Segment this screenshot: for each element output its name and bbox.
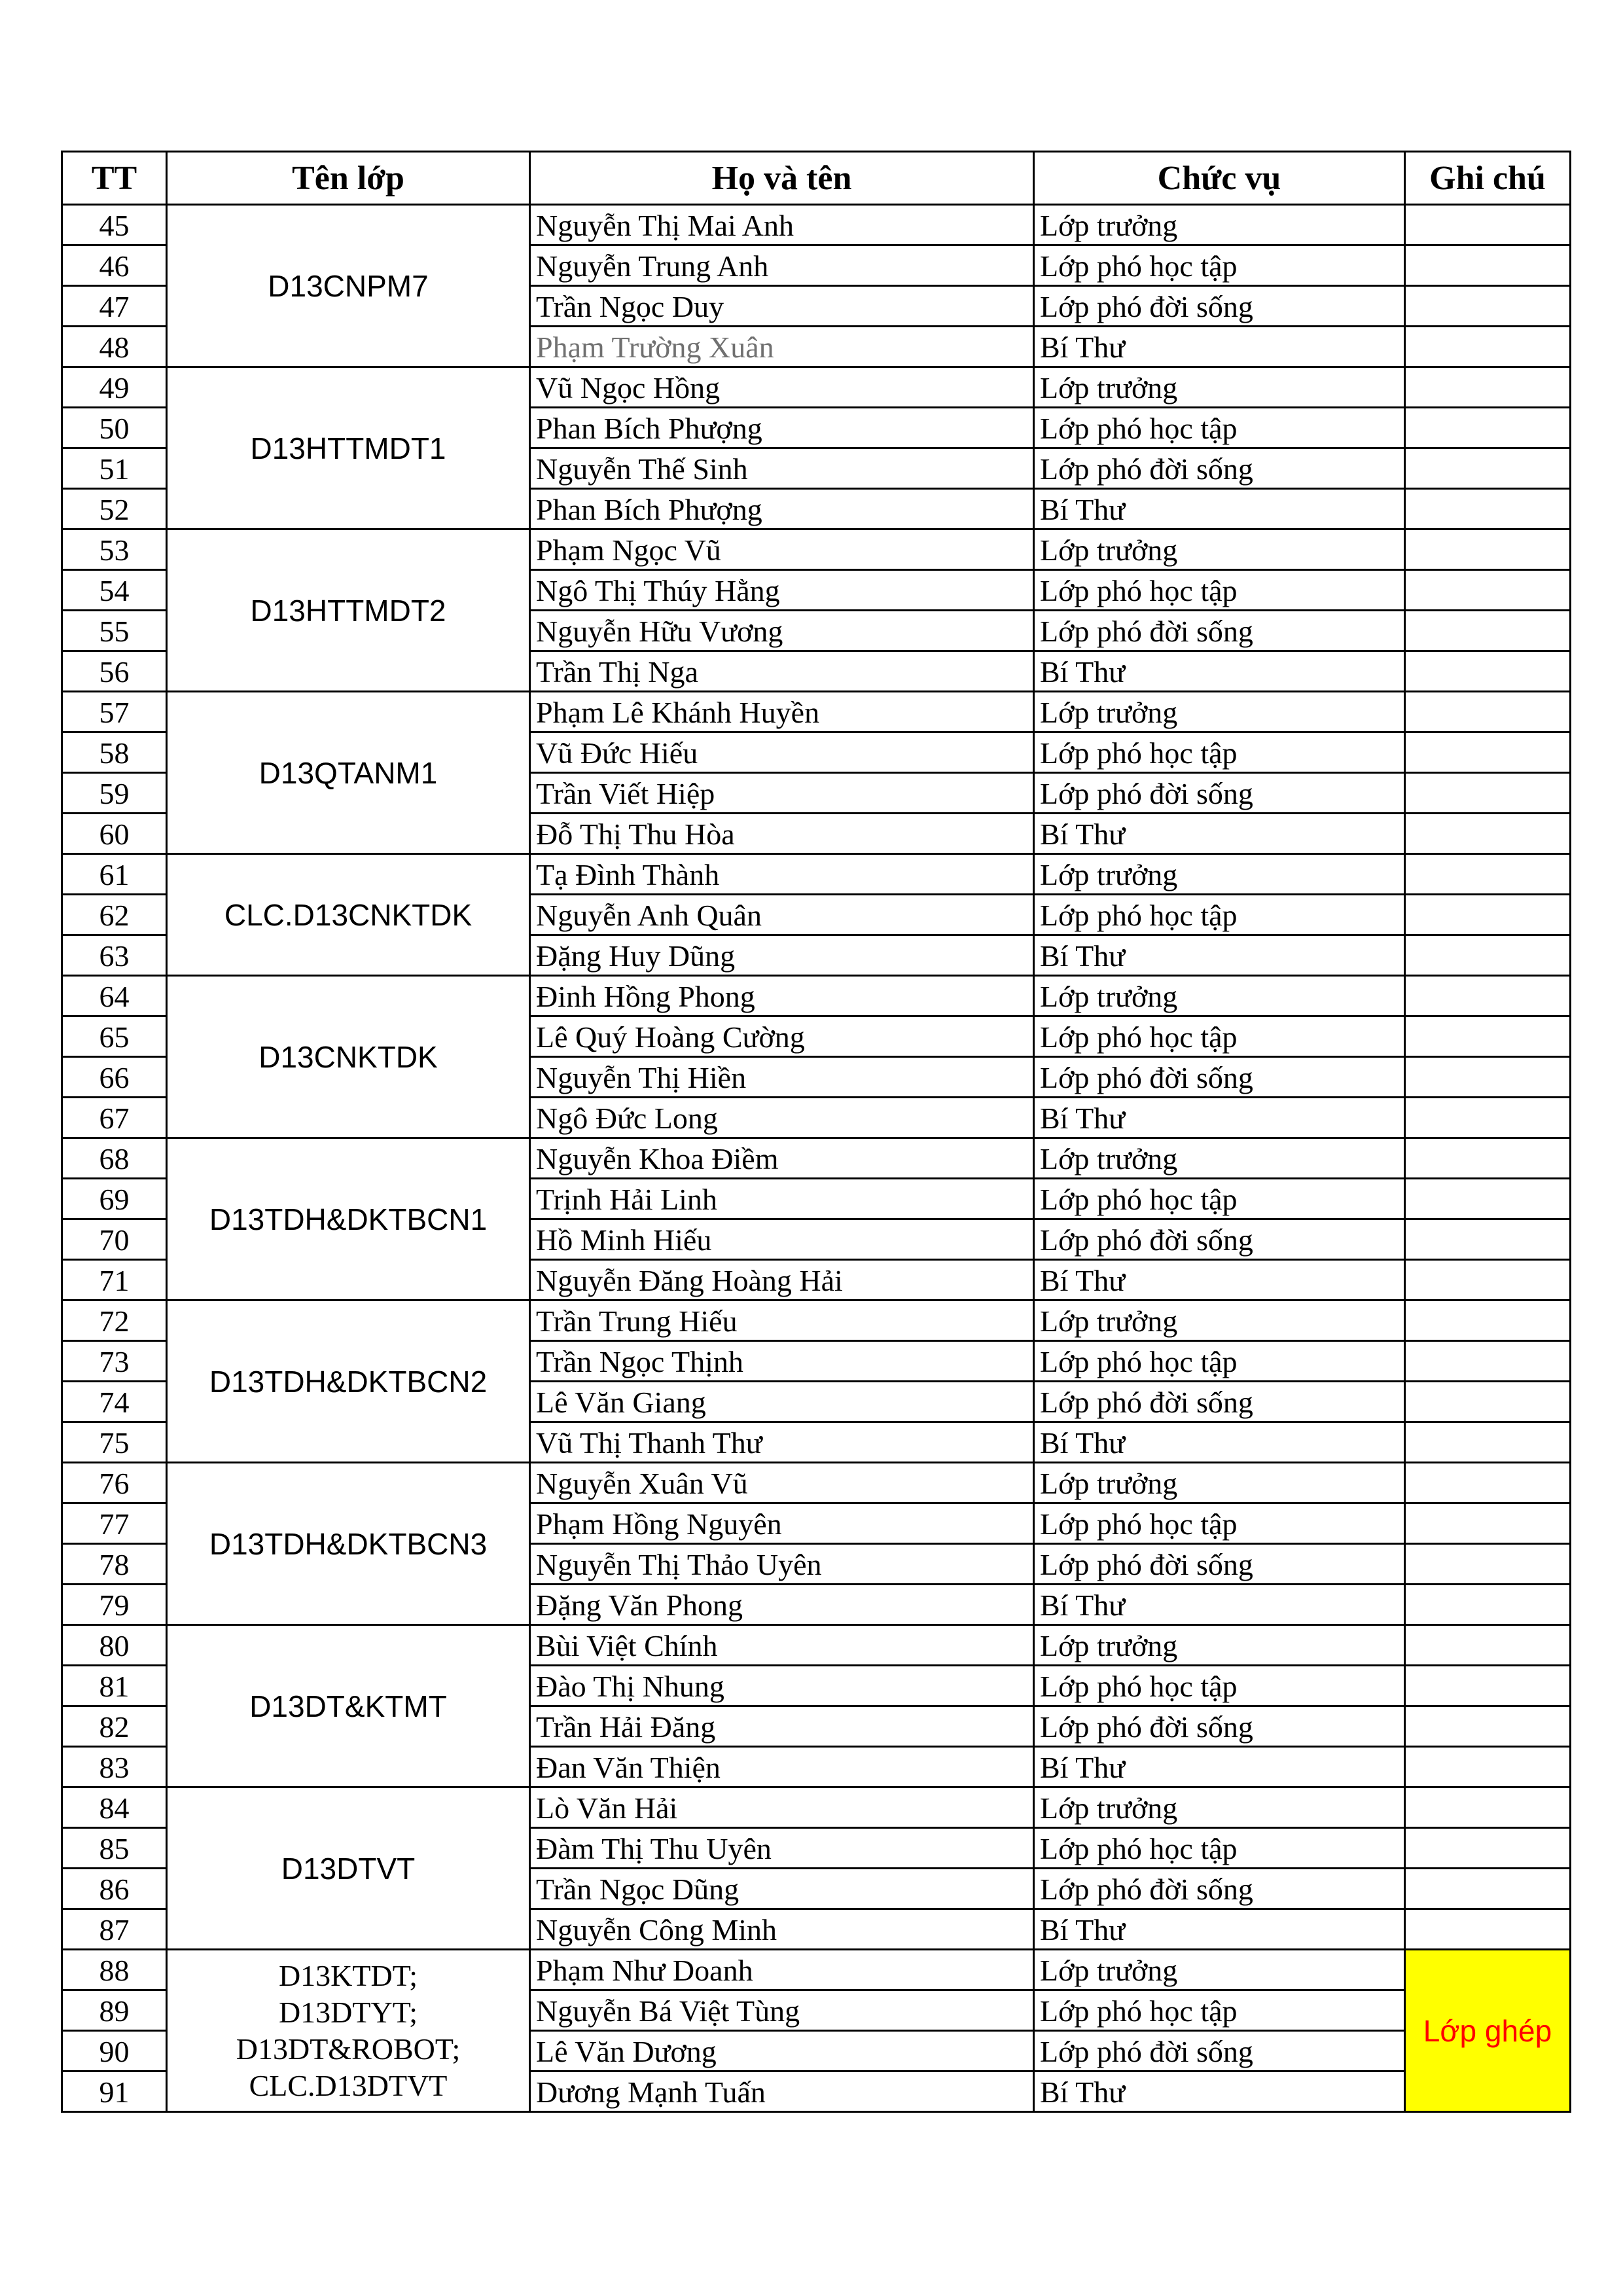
note-cell	[1405, 935, 1571, 976]
student-name: Đỗ Thị Thu Hòa	[530, 814, 1034, 854]
student-name: Phạm Hồng Nguyên	[530, 1503, 1034, 1544]
student-position: Lớp phó đời sống	[1034, 2031, 1405, 2072]
student-name: Phạm Trường Xuân	[530, 327, 1034, 367]
note-cell	[1405, 1585, 1571, 1625]
note-cell	[1405, 1057, 1571, 1098]
student-position: Lớp phó học tập	[1034, 570, 1405, 611]
note-cell	[1405, 367, 1571, 408]
row-number: 68	[62, 1138, 167, 1179]
note-cell	[1405, 773, 1571, 814]
student-name: Trần Ngọc Dũng	[530, 1869, 1034, 1909]
row-number: 84	[62, 1787, 167, 1828]
student-name: Đan Văn Thiện	[530, 1747, 1034, 1787]
row-number: 57	[62, 692, 167, 732]
row-number: 64	[62, 976, 167, 1016]
table-row	[62, 1625, 1571, 1666]
student-name: Vũ Đức Hiếu	[530, 732, 1034, 773]
student-name: Lê Quý Hoàng Cường	[530, 1016, 1034, 1057]
row-number: 59	[62, 773, 167, 814]
student-position: Lớp phó học tập	[1034, 408, 1405, 448]
row-number: 53	[62, 529, 167, 570]
class-name: D13DT&KTMT	[249, 1689, 447, 1723]
note-cell	[1405, 570, 1571, 611]
student-name: Nguyễn Thị Thảo Uyên	[530, 1544, 1034, 1585]
note-cell	[1405, 286, 1571, 327]
note-cell	[1405, 1503, 1571, 1544]
note-cell	[1405, 1544, 1571, 1585]
student-position: Bí Thư	[1034, 489, 1405, 529]
row-number: 87	[62, 1909, 167, 1950]
table-row	[62, 976, 1571, 1016]
student-name: Trần Ngọc Thịnh	[530, 1341, 1034, 1382]
student-name: Ngô Thị Thúy Hằng	[530, 570, 1034, 611]
note-cell	[1405, 611, 1571, 651]
student-name: Đàm Thị Thu Uyên	[530, 1828, 1034, 1869]
table-header-row	[62, 152, 1571, 205]
note-cell	[1405, 1706, 1571, 1747]
student-name: Đinh Hồng Phong	[530, 976, 1034, 1016]
class-name: D13QTANM1	[259, 755, 438, 790]
row-number: 85	[62, 1828, 167, 1869]
note-cell	[1405, 1422, 1571, 1463]
row-number: 50	[62, 408, 167, 448]
student-position: Lớp phó đời sống	[1034, 448, 1405, 489]
class-name: CLC.D13CNKTDK	[224, 897, 473, 932]
student-position: Lớp phó học tập	[1034, 1179, 1405, 1219]
student-position: Lớp phó học tập	[1034, 1503, 1405, 1544]
student-position: Lớp trưởng	[1034, 1950, 1405, 1990]
row-number: 77	[62, 1503, 167, 1544]
class-name: D13HTTMDT1	[250, 431, 446, 465]
row-number: 75	[62, 1422, 167, 1463]
student-position: Lớp trưởng	[1034, 854, 1405, 895]
class-name-cell	[167, 1950, 530, 2112]
class-name-cell	[167, 529, 530, 692]
student-position: Lớp phó đời sống	[1034, 1869, 1405, 1909]
row-number: 73	[62, 1341, 167, 1382]
note-cell	[1405, 1179, 1571, 1219]
student-position: Bí Thư	[1034, 1098, 1405, 1138]
row-number: 47	[62, 286, 167, 327]
student-position: Lớp phó đời sống	[1034, 1544, 1405, 1585]
student-name: Đặng Huy Dũng	[530, 935, 1034, 976]
row-number: 48	[62, 327, 167, 367]
student-name: Nguyễn Khoa Điềm	[530, 1138, 1034, 1179]
row-number: 80	[62, 1625, 167, 1666]
row-number: 65	[62, 1016, 167, 1057]
class-name-cell	[167, 1787, 530, 1950]
student-name: Lò Văn Hải	[530, 1787, 1034, 1828]
note-cell	[1405, 408, 1571, 448]
note-cell	[1405, 529, 1571, 570]
row-number: 55	[62, 611, 167, 651]
table-row	[62, 1463, 1571, 1503]
student-name: Nguyễn Xuân Vũ	[530, 1463, 1034, 1503]
student-name: Nguyễn Thị Hiền	[530, 1057, 1034, 1098]
header-note: Ghi chú	[1405, 152, 1571, 205]
row-number: 61	[62, 854, 167, 895]
student-position: Lớp trưởng	[1034, 205, 1405, 245]
row-number: 54	[62, 570, 167, 611]
row-number: 72	[62, 1300, 167, 1341]
class-name: D13TDH&DKTBCN2	[209, 1364, 488, 1399]
student-name: Hồ Minh Hiếu	[530, 1219, 1034, 1260]
student-position: Lớp trưởng	[1034, 976, 1405, 1016]
table-row	[62, 367, 1571, 408]
class-name: D13HTTMDT2	[250, 593, 446, 628]
row-number: 49	[62, 367, 167, 408]
student-position: Lớp phó học tập	[1034, 245, 1405, 286]
student-position: Bí Thư	[1034, 1747, 1405, 1787]
student-position: Bí Thư	[1034, 1585, 1405, 1625]
class-name: CLC.D13DTVT	[249, 2068, 448, 2102]
class-name: D13DTYT;	[278, 1995, 418, 2029]
student-position: Lớp trưởng	[1034, 367, 1405, 408]
row-number: 52	[62, 489, 167, 529]
student-position: Lớp phó học tập	[1034, 895, 1405, 935]
student-position: Lớp phó học tập	[1034, 1828, 1405, 1869]
row-number: 81	[62, 1666, 167, 1706]
note-cell	[1405, 976, 1571, 1016]
class-name-cell	[167, 1463, 530, 1625]
student-name: Vũ Ngọc Hồng	[530, 367, 1034, 408]
student-name: Phạm Như Doanh	[530, 1950, 1034, 1990]
row-number: 82	[62, 1706, 167, 1747]
row-number: 69	[62, 1179, 167, 1219]
student-position: Lớp phó học tập	[1034, 1666, 1405, 1706]
row-number: 60	[62, 814, 167, 854]
class-officer-table	[61, 151, 1571, 2113]
student-position: Lớp phó học tập	[1034, 1341, 1405, 1382]
row-number: 71	[62, 1260, 167, 1300]
class-name: D13KTDT;	[278, 1958, 418, 1992]
student-name: Trịnh Hải Linh	[530, 1179, 1034, 1219]
student-position: Lớp phó đời sống	[1034, 1057, 1405, 1098]
row-number: 56	[62, 651, 167, 692]
row-number: 67	[62, 1098, 167, 1138]
row-number: 45	[62, 205, 167, 245]
row-number: 70	[62, 1219, 167, 1260]
student-name: Nguyễn Công Minh	[530, 1909, 1034, 1950]
class-name: D13CNKTDK	[259, 1039, 438, 1074]
student-name: Đặng Văn Phong	[530, 1585, 1034, 1625]
note-cell	[1405, 489, 1571, 529]
row-number: 83	[62, 1747, 167, 1787]
table-row	[62, 692, 1571, 732]
note-cell	[1405, 1463, 1571, 1503]
student-position: Lớp trưởng	[1034, 1463, 1405, 1503]
student-position: Lớp phó đời sống	[1034, 286, 1405, 327]
student-name: Nguyễn Thế Sinh	[530, 448, 1034, 489]
student-position: Lớp trưởng	[1034, 1787, 1405, 1828]
table-row	[62, 1300, 1571, 1341]
class-name-cell	[167, 205, 530, 367]
student-name: Trần Ngọc Duy	[530, 286, 1034, 327]
student-name: Lê Văn Dương	[530, 2031, 1034, 2072]
student-position: Lớp phó đời sống	[1034, 1219, 1405, 1260]
note-cell	[1405, 1341, 1571, 1382]
table-row	[62, 1787, 1571, 1828]
row-number: 90	[62, 2031, 167, 2072]
class-name: D13TDH&DKTBCN3	[209, 1526, 488, 1561]
table-row	[62, 854, 1571, 895]
class-name-cell	[167, 367, 530, 529]
class-name: D13TDH&DKTBCN1	[209, 1202, 488, 1236]
student-position: Lớp phó học tập	[1034, 732, 1405, 773]
note-cell	[1405, 1625, 1571, 1666]
merged-class-note: Lớp ghép	[1405, 1950, 1571, 2112]
note-cell	[1405, 692, 1571, 732]
note-cell	[1405, 854, 1571, 895]
student-position: Lớp phó đời sống	[1034, 611, 1405, 651]
student-position: Lớp trưởng	[1034, 692, 1405, 732]
student-name: Nguyễn Đăng Hoàng Hải	[530, 1260, 1034, 1300]
note-cell	[1405, 895, 1571, 935]
table-body	[62, 205, 1571, 2112]
row-number: 63	[62, 935, 167, 976]
student-name: Nguyễn Thị Mai Anh	[530, 205, 1034, 245]
student-name: Phan Bích Phượng	[530, 489, 1034, 529]
student-name: Vũ Thị Thanh Thư	[530, 1422, 1034, 1463]
student-name: Tạ Đình Thành	[530, 854, 1034, 895]
student-name: Đào Thị Nhung	[530, 1666, 1034, 1706]
row-number: 46	[62, 245, 167, 286]
row-number: 88	[62, 1950, 167, 1990]
student-name: Phan Bích Phượng	[530, 408, 1034, 448]
student-position: Bí Thư	[1034, 2072, 1405, 2112]
header-full-name: Họ và tên	[530, 152, 1034, 205]
student-position: Bí Thư	[1034, 327, 1405, 367]
student-position: Lớp phó đời sống	[1034, 773, 1405, 814]
student-position: Lớp trưởng	[1034, 1625, 1405, 1666]
student-position: Lớp phó đời sống	[1034, 1382, 1405, 1422]
class-name-cell	[167, 854, 530, 976]
row-number: 79	[62, 1585, 167, 1625]
student-name: Bùi Việt Chính	[530, 1625, 1034, 1666]
note-cell	[1405, 1747, 1571, 1787]
note-cell	[1405, 814, 1571, 854]
student-position: Lớp trưởng	[1034, 529, 1405, 570]
row-number: 76	[62, 1463, 167, 1503]
note-cell	[1405, 245, 1571, 286]
note-cell	[1405, 1098, 1571, 1138]
note-cell	[1405, 1300, 1571, 1341]
table-row	[62, 529, 1571, 570]
row-number: 74	[62, 1382, 167, 1422]
header-position: Chức vụ	[1034, 152, 1405, 205]
class-name-cell	[167, 692, 530, 854]
class-name-cell	[167, 1625, 530, 1787]
student-position: Bí Thư	[1034, 1422, 1405, 1463]
note-cell	[1405, 1219, 1571, 1260]
note-cell	[1405, 1260, 1571, 1300]
student-name: Trần Hải Đăng	[530, 1706, 1034, 1747]
note-cell	[1405, 1666, 1571, 1706]
class-name-cell	[167, 1138, 530, 1300]
student-position: Bí Thư	[1034, 1909, 1405, 1950]
class-name-cell	[167, 1300, 530, 1463]
table-row	[62, 205, 1571, 245]
note-cell	[1405, 1787, 1571, 1828]
note-cell	[1405, 327, 1571, 367]
student-position: Bí Thư	[1034, 651, 1405, 692]
student-name: Trần Thị Nga	[530, 651, 1034, 692]
student-name: Phạm Ngọc Vũ	[530, 529, 1034, 570]
row-number: 91	[62, 2072, 167, 2112]
student-position: Lớp trưởng	[1034, 1138, 1405, 1179]
note-cell	[1405, 1138, 1571, 1179]
class-name: D13CNPM7	[268, 268, 429, 303]
note-cell	[1405, 1909, 1571, 1950]
note-cell	[1405, 205, 1571, 245]
table-row	[62, 1138, 1571, 1179]
note-cell	[1405, 732, 1571, 773]
header-tt: TT	[62, 152, 167, 205]
row-number: 86	[62, 1869, 167, 1909]
note-cell	[1405, 651, 1571, 692]
student-position: Lớp trưởng	[1034, 1300, 1405, 1341]
student-position: Lớp phó đời sống	[1034, 1706, 1405, 1747]
class-name-cell	[167, 976, 530, 1138]
student-name: Phạm Lê Khánh Huyền	[530, 692, 1034, 732]
student-name: Lê Văn Giang	[530, 1382, 1034, 1422]
note-cell	[1405, 1382, 1571, 1422]
student-name: Ngô Đức Long	[530, 1098, 1034, 1138]
class-name: D13DTVT	[281, 1851, 416, 1886]
row-number: 51	[62, 448, 167, 489]
note-cell	[1405, 1828, 1571, 1869]
student-name: Trần Viết Hiệp	[530, 773, 1034, 814]
student-name: Nguyễn Hữu Vương	[530, 611, 1034, 651]
student-name: Nguyễn Bá Việt Tùng	[530, 1990, 1034, 2031]
student-name: Trần Trung Hiếu	[530, 1300, 1034, 1341]
class-name: D13DT&ROBOT;	[236, 2032, 461, 2066]
student-name: Dương Mạnh Tuấn	[530, 2072, 1034, 2112]
note-cell	[1405, 448, 1571, 489]
row-number: 89	[62, 1990, 167, 2031]
student-name: Nguyễn Trung Anh	[530, 245, 1034, 286]
header-class-name: Tên lớp	[167, 152, 530, 205]
row-number: 62	[62, 895, 167, 935]
note-cell	[1405, 1016, 1571, 1057]
student-position: Bí Thư	[1034, 814, 1405, 854]
table-row	[62, 1950, 1571, 1990]
student-name: Nguyễn Anh Quân	[530, 895, 1034, 935]
student-position: Lớp phó học tập	[1034, 1016, 1405, 1057]
student-position: Bí Thư	[1034, 935, 1405, 976]
student-position: Bí Thư	[1034, 1260, 1405, 1300]
student-position: Lớp phó học tập	[1034, 1990, 1405, 2031]
row-number: 78	[62, 1544, 167, 1585]
note-cell	[1405, 1869, 1571, 1909]
row-number: 58	[62, 732, 167, 773]
row-number: 66	[62, 1057, 167, 1098]
